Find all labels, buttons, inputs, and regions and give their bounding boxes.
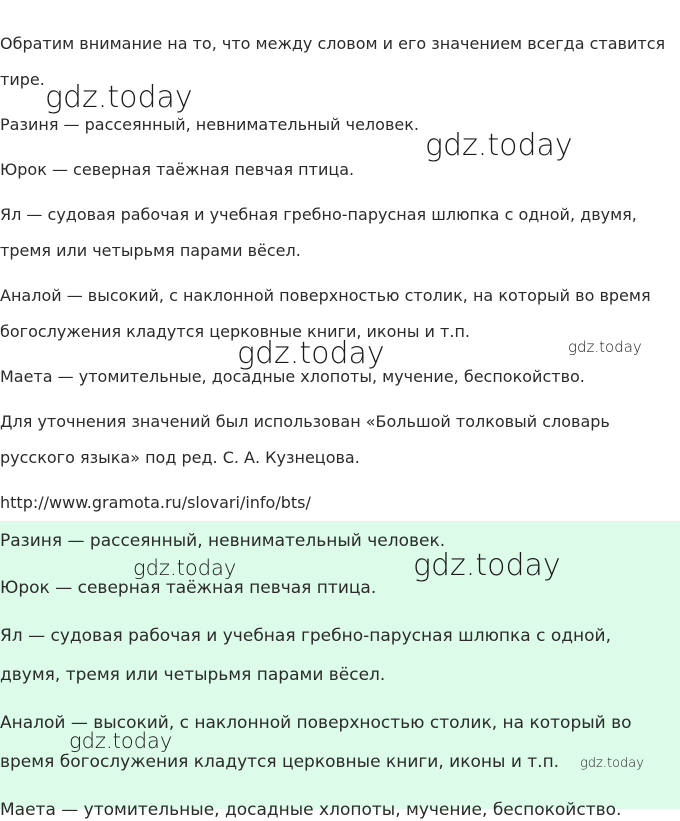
watermark: gdz.today — [413, 548, 561, 583]
source-link[interactable]: http://www.gramota.ru/slovari/info/bts/ — [0, 493, 311, 512]
text-line: Юрок — северная таёжная певчая птица. — [0, 578, 377, 598]
text-line: время богослужения кладутся церковные книги, иконы и т.п. — [0, 752, 560, 772]
text-line: Разиня — рассеянный, невнимательный человек. — [0, 115, 419, 134]
watermark: gdz.today — [580, 756, 644, 771]
highlighted-text-section — [0, 521, 680, 820]
text-line: Обратим внимание на то, что между словом и его значением всегда ставится — [0, 34, 666, 53]
text-line: Аналой — высокий, с наклонной поверхностью столик, на который во время — [0, 286, 651, 305]
text-line: Аналой — высокий, с наклонной поверхностью столик, на который во — [0, 713, 632, 733]
text-line: двумя, тремя или четырьмя парами вёсел. — [0, 665, 386, 685]
watermark: gdz.today — [237, 336, 385, 371]
text-line: Маета — утомительные, досадные хлопоты, мучение, беспокойство. — [0, 367, 585, 386]
text-line: тире. — [0, 70, 45, 89]
watermark: gdz.today — [69, 729, 173, 753]
watermark: gdz.today — [133, 556, 237, 580]
text-line: Юрок — северная таёжная певчая птица. — [0, 160, 355, 179]
text-line: Разиня — рассеянный, невнимательный человек. — [0, 531, 446, 551]
text-line: богослужения кладутся церковные книги, иконы и т.п. — [0, 322, 470, 341]
text-line: Маета — утомительные, досадные хлопоты, мучение, беспокойство. — [0, 800, 622, 820]
text-line: Для уточнения значений был использован «Большой толковый словарь — [0, 412, 610, 431]
watermark: gdz.today — [45, 80, 193, 115]
text-line: Ял — судовая рабочая и учебная гребно-парусная шлюпка с одной, — [0, 626, 611, 646]
text-line: тремя или четырьмя парами вёсел. — [0, 241, 301, 260]
text-line: Ял — судовая рабочая и учебная гребно-парусная шлюпка с одной, двумя, — [0, 205, 637, 224]
watermark: gdz.today — [568, 338, 642, 356]
text-line: русского языка» под ред. С. А. Кузнецова. — [0, 448, 360, 467]
watermark: gdz.today — [425, 128, 573, 163]
